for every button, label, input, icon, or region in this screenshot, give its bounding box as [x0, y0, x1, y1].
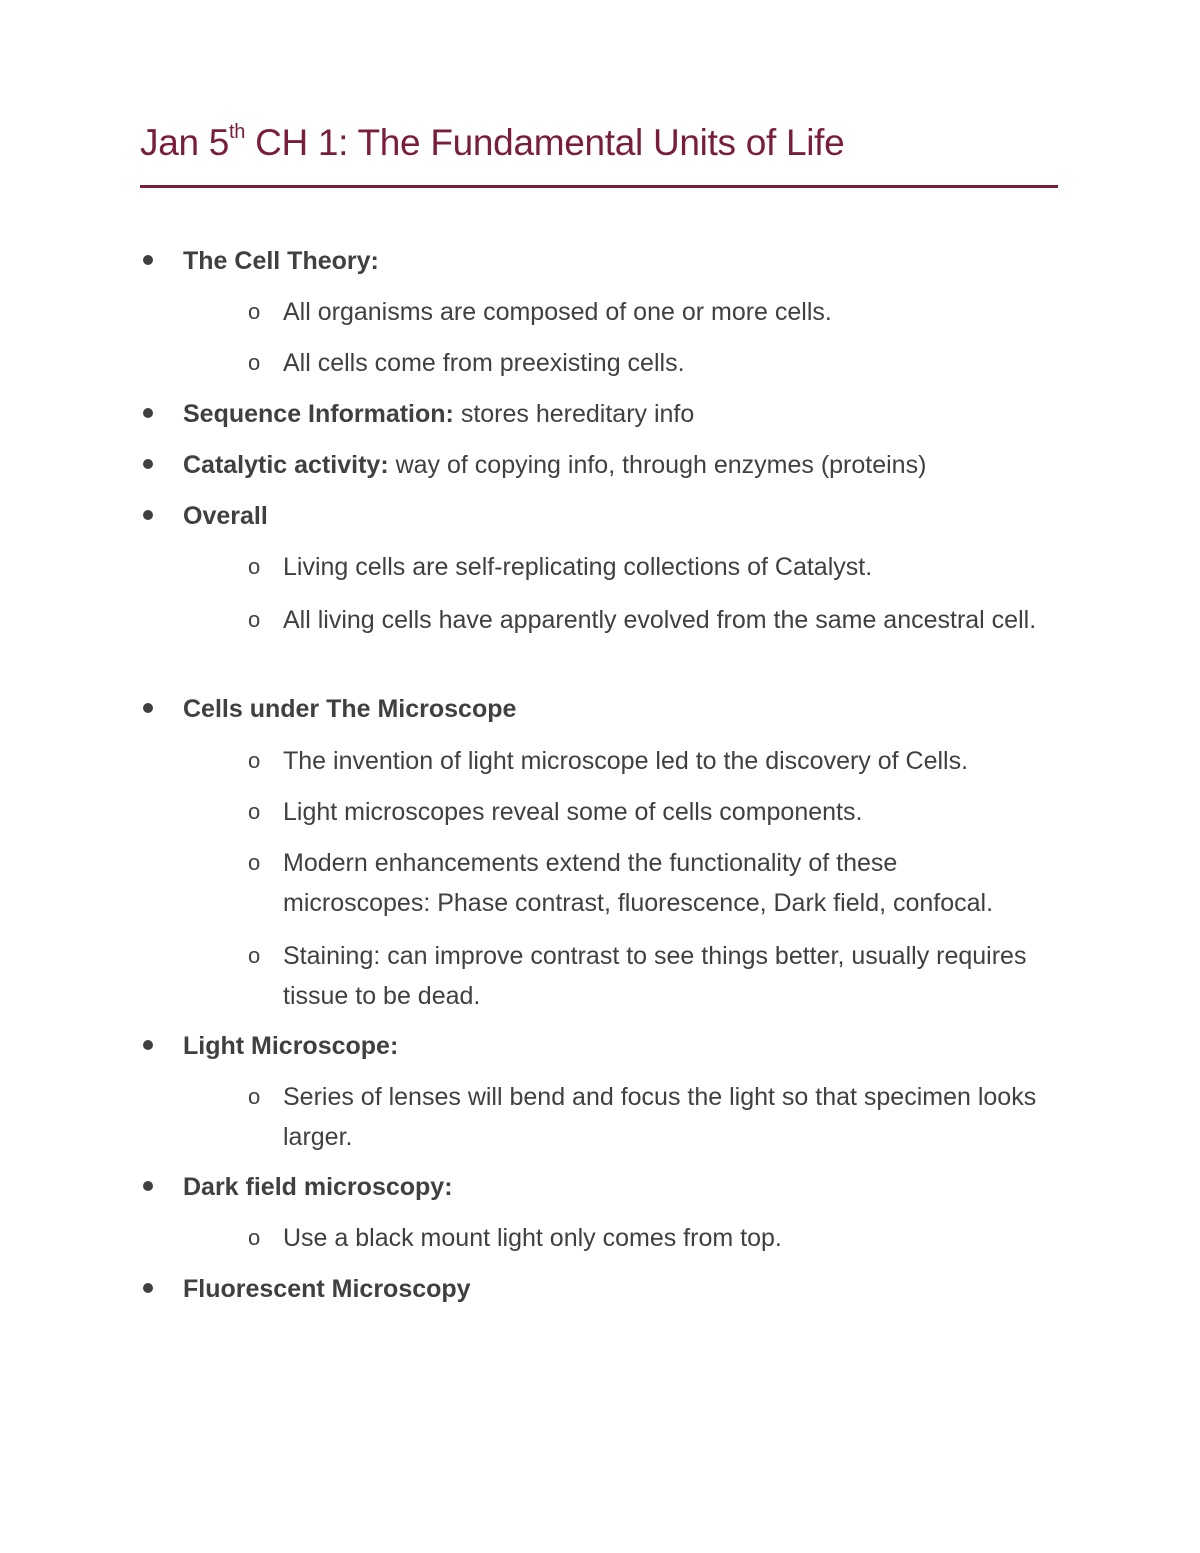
sub-bullet-icon: o — [248, 350, 261, 375]
sub-item-text: Living cells are self-replicating collections of Catalyst. — [283, 553, 873, 581]
bullet-icon — [143, 459, 153, 469]
item-label: Sequence Information: — [183, 400, 454, 428]
bullet-icon — [143, 703, 153, 713]
item-label: Cells under The Microscope — [183, 695, 517, 723]
item-text: way of copying info, through enzymes (proteins) — [388, 451, 927, 479]
sub-item-text: All organisms are composed of one or more cells. — [283, 298, 832, 326]
sub-bullet-icon: o — [248, 1084, 261, 1109]
sub-bullet-icon: o — [248, 554, 261, 579]
item-label: Fluorescent Microscopy — [183, 1275, 471, 1303]
sub-item-text: All cells come from preexisting cells. — [283, 349, 685, 377]
sub-bullet-icon: o — [248, 850, 261, 875]
item-label: Overall — [183, 502, 268, 530]
title-superscript: th — [229, 120, 246, 143]
item-text: stores hereditary info — [453, 400, 695, 428]
bullet-icon — [143, 1283, 153, 1293]
bullet-icon — [143, 255, 153, 265]
sub-bullet-icon: o — [248, 1225, 261, 1250]
sub-item-text: Staining: can improve contrast to see things better, usually requires tissue to be dead. — [283, 942, 1027, 1010]
sub-item-text: Modern enhancements extend the functionality of these microscopes: Phase contrast, fluorescence, Dark field, confocal. — [283, 849, 994, 917]
item-label: Dark field microscopy: — [183, 1173, 453, 1201]
bullet-icon — [143, 408, 153, 418]
sub-bullet-icon: o — [248, 748, 261, 773]
sub-item-text: The invention of light microscope led to the discovery of Cells. — [283, 747, 969, 775]
item-label: Light Microscope: — [183, 1032, 399, 1060]
title-rest: CH 1: The Fundamental Units of Life — [245, 122, 845, 163]
sub-bullet-icon: o — [248, 799, 261, 824]
title-prefix: Jan 5 — [140, 122, 230, 163]
sub-bullet-icon: o — [248, 299, 261, 324]
sub-item-text: All living cells have apparently evolved from the same ancestral cell. — [283, 606, 1037, 634]
sub-item-text: Light microscopes reveal some of cells components. — [283, 798, 863, 826]
sub-bullet-icon: o — [248, 943, 261, 968]
item-label: Catalytic activity: — [183, 451, 389, 479]
sub-item-text: Series of lenses will bend and focus the light so that specimen looks larger. — [283, 1083, 1037, 1151]
sub-bullet-icon: o — [248, 607, 261, 632]
sub-item-text: Use a black mount light only comes from top. — [283, 1224, 782, 1252]
bullet-icon — [143, 1040, 153, 1050]
item-label: The Cell Theory: — [183, 247, 379, 275]
bullet-icon — [143, 1181, 153, 1191]
bullet-icon — [143, 510, 153, 520]
